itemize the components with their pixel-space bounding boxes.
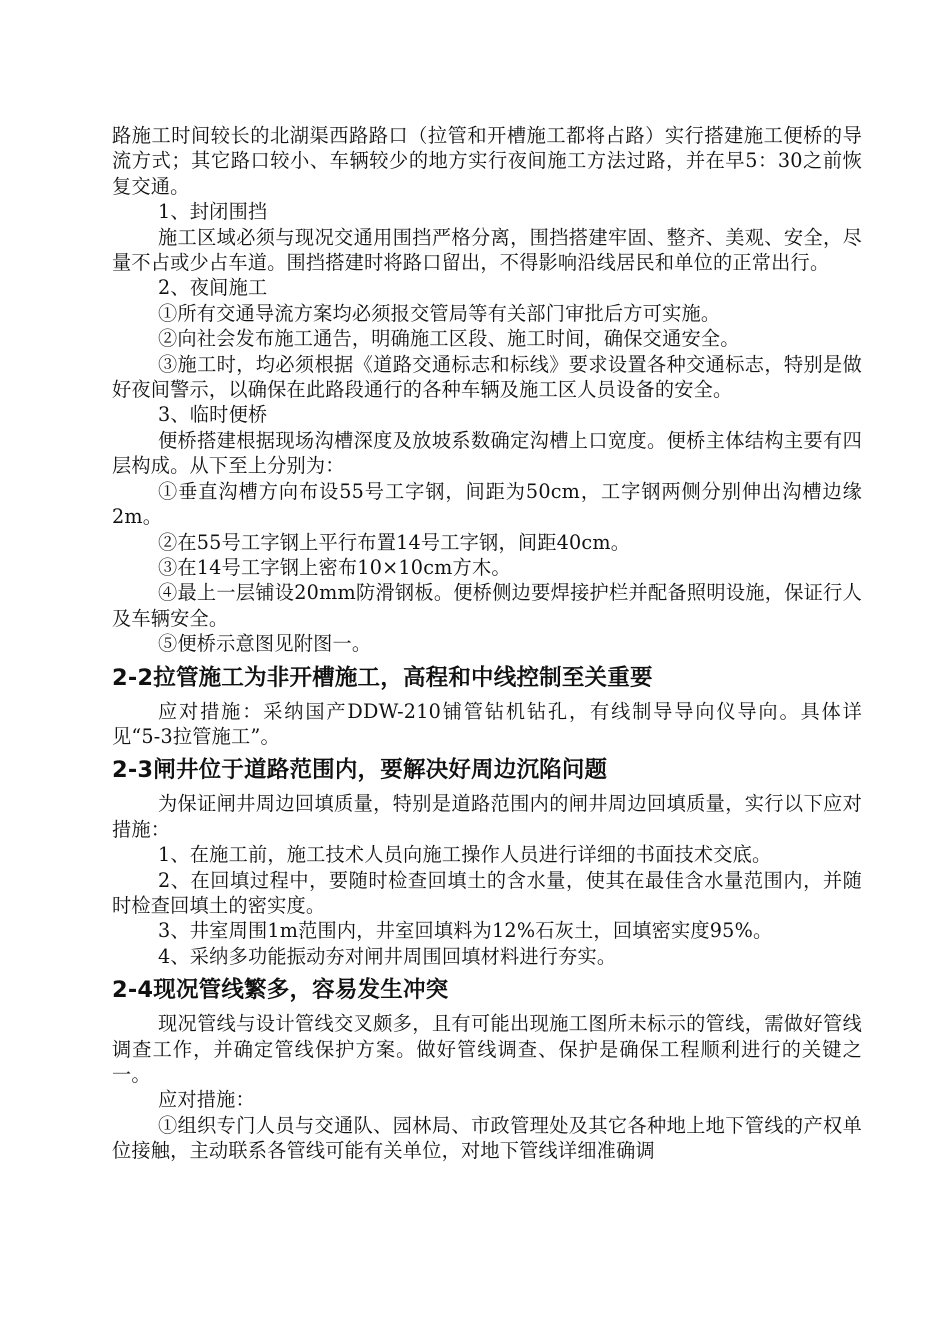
list-item: ③在14号工字钢上密布10×10cm方木。 <box>158 555 511 579</box>
paragraph: 应对措施： <box>158 1088 255 1112</box>
paragraph: 便桥搭建根据现场沟槽深度及放坡系数确定沟槽上口宽度。便桥主体结构主要有四层构成。从下至上分别为： <box>112 428 862 478</box>
list-item: ③施工时，均必须根据《道路交通标志和标线》要求设置各种交通标志，特别是做好夜间警示，以确保在此路段通行的各种车辆及施工区人员设备的安全。 <box>112 352 862 402</box>
paragraph: 应对措施：采纳国产DDW-210铺管钻机钻孔，有线制导导向仪导向。具体详见“5-3拉管施工”。 <box>112 699 862 748</box>
list-item: 4、采纳多功能振动夯对闸井周围回填材料进行夯实。 <box>158 944 617 968</box>
list-item: ⑤便桥示意图见附图一。 <box>158 632 372 656</box>
document-body <box>112 123 862 1164</box>
section-heading-2-3: 2-3闸井位于道路范围内，要解决好周边沉陷问题 <box>112 757 608 784</box>
list-item: ②在55号工字钢上平行布置14号工字钢，间距40cm。 <box>158 530 631 554</box>
section-heading-2-2: 2-2拉管施工为非开槽施工，高程和中线控制至关重要 <box>112 664 653 691</box>
paragraph: 施工区域必须与现况交通用围挡严格分离，围挡搭建牢固、整齐、美观、安全，尽量不占或少占车道。围挡搭建时将路口留出，不得影响沿线居民和单位的正常出行。 <box>112 225 862 275</box>
subsection-heading: 3、临时便桥 <box>158 403 268 427</box>
subsection-heading: 2、夜间施工 <box>158 276 268 300</box>
section-heading-2-4: 2-4现况管线繁多，容易发生冲突 <box>112 977 449 1004</box>
list-item: 2、在回填过程中，要随时检查回填土的含水量，使其在最佳含水量范围内，并随时检查回填土的密实度。 <box>112 868 862 917</box>
paragraph: 为保证闸井周边回填质量，特别是道路范围内的闸井周边回填质量，实行以下应对措施： <box>112 792 862 841</box>
list-item: ②向社会发布施工通告，明确施工区段、施工时间，确保交通安全。 <box>158 327 740 351</box>
paragraph: 路施工时间较长的北湖渠西路路口（拉管和开槽施工都将占路）实行搭建施工便桥的导流方式；其它路口较小、车辆较少的地方实行夜间施工方法过路，并在早5：30之前恢复交通。 <box>112 124 862 198</box>
list-item: 3、井室周围1m范围内，井室回填料为12%石灰土，回填密实度95%。 <box>158 919 773 943</box>
subsection-heading: 1、封闭围挡 <box>158 200 268 224</box>
list-item: ①垂直沟槽方向布设55号工字钢，间距为50cm，工字钢两侧分别伸出沟槽边缘2m。 <box>112 479 862 529</box>
list-item: ①组织专门人员与交通队、园林局、市政管理处及其它各种地上地下管线的产权单位接触，主动联系各管线可能有关单位，对地下管线详细准确调 <box>112 1113 862 1163</box>
paragraph: 现况管线与设计管线交叉颇多，且有可能出现施工图所未标示的管线，需做好管线调查工作，并确定管线保护方案。做好管线调查、保护是确保工程顺利进行的关键之一。 <box>112 1012 862 1086</box>
list-item: ④最上一层铺设20mm防滑钢板。便桥侧边要焊接护栏并配备照明设施，保证行人及车辆安全。 <box>112 581 862 630</box>
list-item: 1、在施工前，施工技术人员向施工操作人员进行详细的书面技术交底。 <box>158 843 772 867</box>
list-item: ①所有交通导流方案均必须报交管局等有关部门审批后方可实施。 <box>158 301 721 325</box>
